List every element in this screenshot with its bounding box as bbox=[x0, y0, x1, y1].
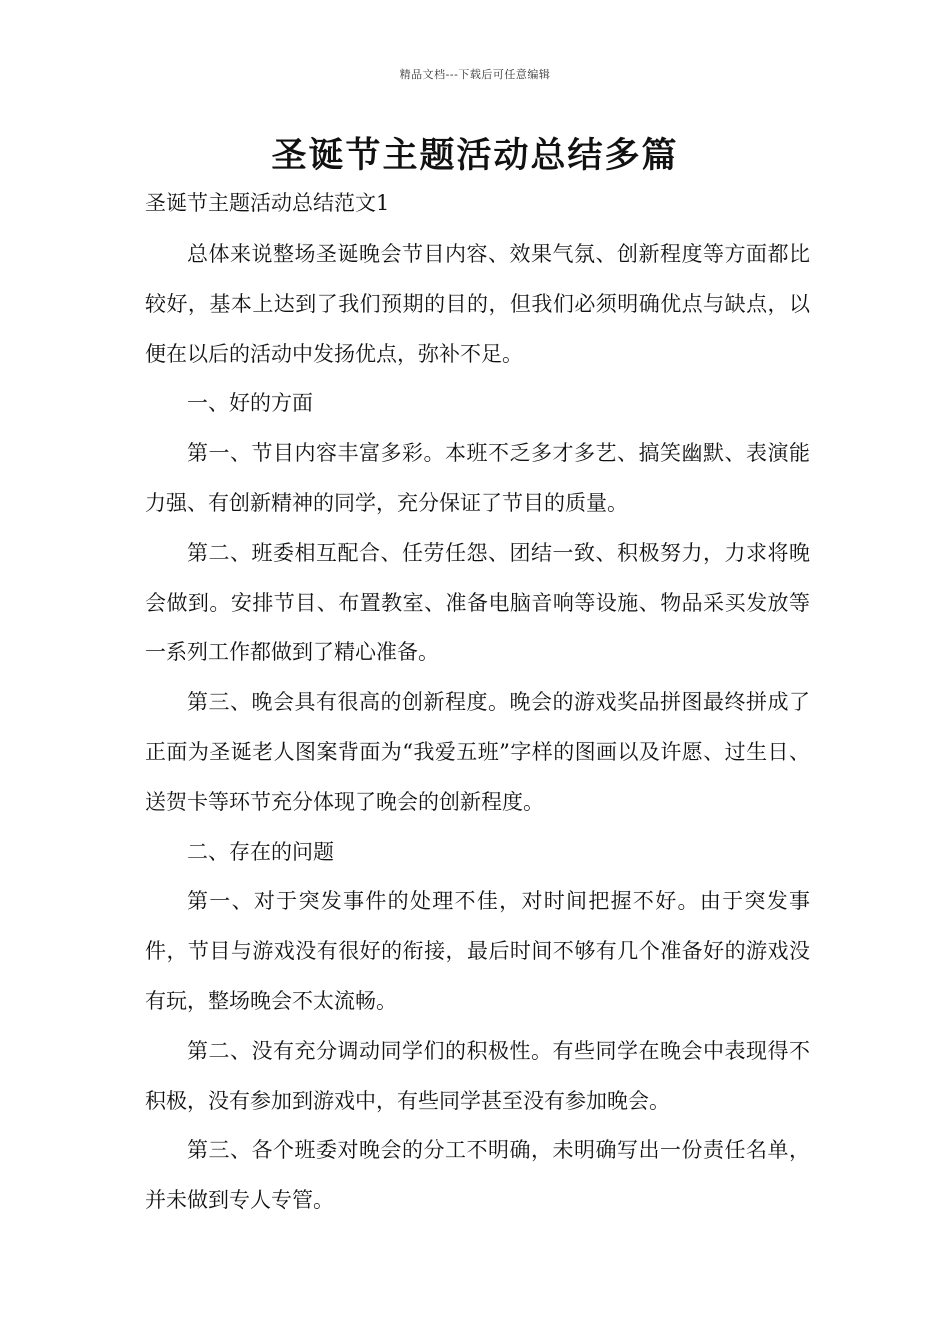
document-body bbox=[145, 230, 810, 1226]
paragraph: 第三、各个班委对晚会的分工不明确，未明确写出一份责任名单，并未做到专人专管。 bbox=[145, 1138, 810, 1213]
document-title: 圣诞节主题活动总结多篇 bbox=[271, 135, 679, 176]
section-heading: 二、存在的问题 bbox=[187, 839, 334, 864]
paragraph: 第一、节目内容丰富多彩。本班不乏多才多艺、搞笑幽默、表演能力强、有创新精神的同学，充分保证了节目的质量。 bbox=[145, 441, 810, 515]
paragraph: 第二、没有充分调动同学们的积极性。有些同学在晚会中表现得不积极，没有参加到游戏中，有些同学甚至没有参加晚会。 bbox=[145, 1038, 810, 1113]
paragraph: 第二、班委相互配合、任劳任怨、团结一致、积极努力，力求将晚会做到。安排节目、布置教室、准备电脑音响等设施、物品采买发放等一系列工作都做到了精心准备。 bbox=[145, 540, 810, 665]
paragraph: 第三、晚会具有很高的创新程度。晚会的游戏奖品拼图最终拼成了正面为圣诞老人图案背面为“我爱五班”字样的图画以及许愿、过生日、送贺卡等环节充分体现了晚会的创新程度。 bbox=[145, 690, 810, 814]
document-subtitle: 圣诞节主题活动总结范文1 bbox=[145, 191, 390, 215]
section-heading: 一、好的方面 bbox=[187, 391, 313, 416]
paragraph: 总体来说整场圣诞晚会节目内容、效果气氛、创新程度等方面都比较好，基本上达到了我们预期的目的，但我们必须明确优点与缺点，以便在以后的活动中发扬优点，弥补不足。 bbox=[145, 242, 810, 366]
header-note: 精品文档---下载后可任意编辑 bbox=[399, 68, 551, 81]
paragraph: 第一、对于突发事件的处理不佳，对时间把握不好。由于突发事件，节目与游戏没有很好的衔接，最后时间不够有几个准备好的游戏没有玩，整场晚会不太流畅。 bbox=[145, 889, 810, 1013]
